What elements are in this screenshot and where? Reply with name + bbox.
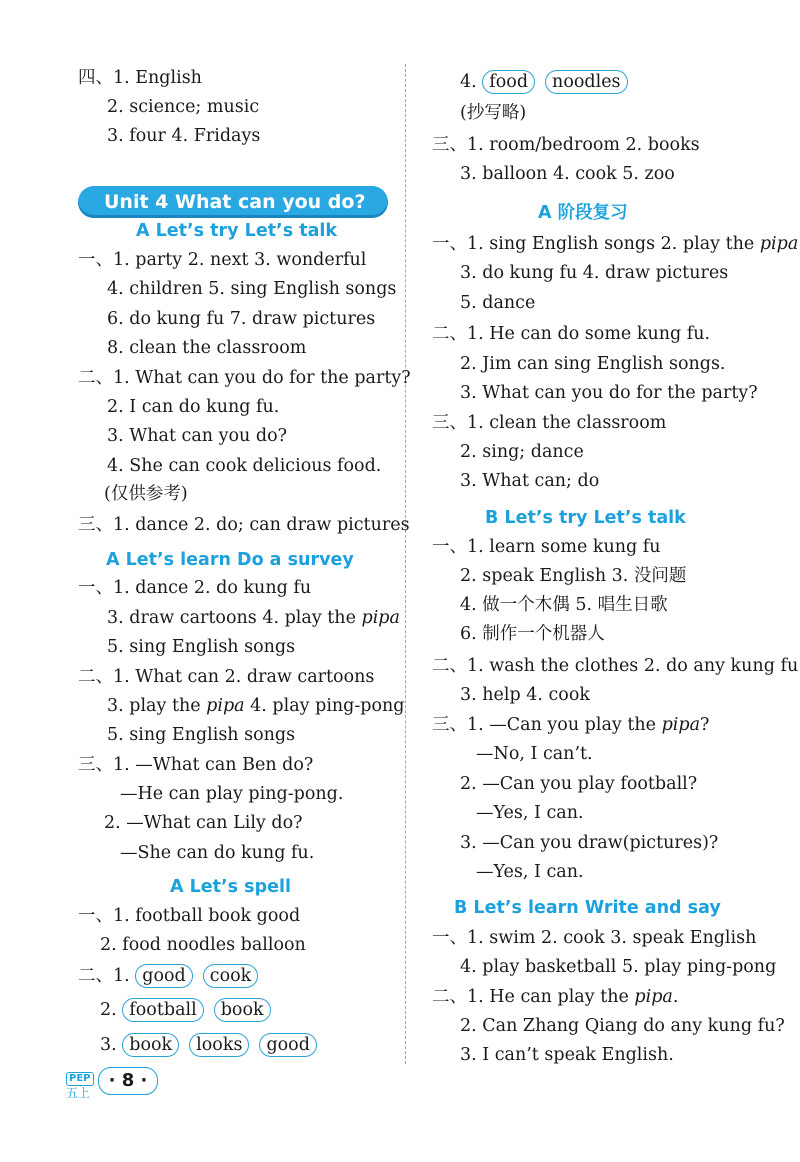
answer-line: 4. 做一个木偶 5. 唱生日歌 [460, 595, 668, 615]
answer-line: 2. football book [100, 998, 281, 1022]
answer-line: 3. play the pipa 4. play ping-pong [107, 696, 405, 716]
answer-line: 一、1. learn some kung fu [432, 537, 661, 557]
answer-line: —Yes, I can. [476, 803, 584, 823]
answer-line: 三、1. room/bedroom 2. books [432, 135, 700, 155]
section-heading: B Let’s try Let’s talk [485, 508, 686, 528]
answer-line: 一、1. football book good [78, 906, 301, 926]
answer-line: 6. do kung fu 7. draw pictures [107, 309, 376, 329]
answer-line: —No, I can’t. [476, 744, 593, 764]
circled-word: looks [189, 1033, 249, 1057]
answer-note: (仅供参考) [104, 484, 188, 504]
section-heading: A 阶段复习 [538, 203, 628, 223]
answer-line: 4. She can cook delicious food. [107, 456, 382, 476]
answer-line: 2. —What can Lily do? [104, 813, 303, 833]
answer-line: 5. dance [460, 293, 536, 313]
answer-line: 6. 制作一个机器人 [460, 624, 605, 644]
answer-line: 2. food noodles balloon [100, 935, 306, 955]
pep-label: PEP [66, 1072, 94, 1086]
answer-line: 5. sing English songs [107, 637, 296, 657]
circled-word: food [482, 70, 535, 94]
answer-line: 一、1. party 2. next 3. wonderful [78, 250, 367, 270]
answer-line: —She can do kung fu. [120, 843, 315, 863]
answer-line: 5. sing English songs [107, 725, 296, 745]
section-heading: A Let’s learn Do a survey [106, 550, 354, 570]
answer-line: 二、1. good cook [78, 964, 268, 988]
section-heading: A Let’s try Let’s talk [136, 221, 338, 241]
column-divider [405, 64, 406, 1064]
answer-line: 一、1. swim 2. cook 3. speak English [432, 928, 757, 948]
answer-line: 2. sing; dance [460, 442, 584, 462]
answer-line: 二、1. He can do some kung fu. [432, 324, 711, 344]
answer-line: —Yes, I can. [476, 862, 584, 882]
grade-label: 五上 [66, 1086, 91, 1100]
circled-word: football [122, 998, 203, 1022]
answer-line: 4. play basketball 5. play ping-pong [460, 957, 777, 977]
answer-line: 4. children 5. sing English songs [107, 279, 397, 299]
circled-word: book [122, 1033, 179, 1057]
answer-line: 四、1. English [78, 68, 202, 88]
answer-line: 3. book looks good [100, 1033, 327, 1057]
answer-line: 3. What can; do [460, 471, 600, 491]
answer-note: (抄写略) [460, 103, 527, 123]
edition-badge [66, 1066, 96, 1101]
circled-word: noodles [545, 70, 627, 94]
answer-line: 3. four 4. Fridays [107, 126, 261, 146]
answer-line: 2. Can Zhang Qiang do any kung fu? [460, 1016, 785, 1036]
answer-line: 三、1. clean the classroom [432, 413, 667, 433]
answer-line: 一、1. dance 2. do kung fu [78, 578, 312, 598]
answer-line: 2. —Can you play football? [460, 774, 698, 794]
answer-line: 二、1. What can you do for the party? [78, 368, 411, 388]
circled-word: good [135, 964, 192, 988]
answer-line: 二、1. He can play the pipa. [432, 987, 679, 1007]
answer-line: 3. I can’t speak English. [460, 1045, 674, 1065]
answer-line: 3. balloon 4. cook 5. zoo [460, 164, 675, 184]
answer-line: 3. draw cartoons 4. play the pipa [107, 608, 400, 628]
answer-line: 二、1. wash the clothes 2. do any kung fu [432, 656, 799, 676]
answer-line: 3. What can you do? [107, 426, 287, 446]
answer-line: 三、1. dance 2. do; can draw pictures [78, 515, 410, 535]
answer-line: 2. speak English 3. 没问题 [460, 566, 687, 586]
answer-line: 三、1. —Can you play the pipa? [432, 715, 710, 735]
section-heading: B Let’s learn Write and say [454, 898, 721, 918]
answer-line: 二、1. What can 2. draw cartoons [78, 667, 375, 687]
unit-title-banner: Unit 4 What can you do? [78, 186, 388, 218]
answer-line: 2. Jim can sing English songs. [460, 354, 726, 374]
answer-line: —He can play ping-pong. [120, 784, 344, 804]
circled-word: book [214, 998, 271, 1022]
answer-line: 一、1. sing English songs 2. play the pipa [432, 234, 799, 254]
answer-line: 三、1. —What can Ben do? [78, 755, 314, 775]
answer-line: 4. food noodles [460, 70, 638, 94]
answer-line: 2. I can do kung fu. [107, 397, 280, 417]
page-number: · 8 · [98, 1067, 158, 1095]
circled-word: good [259, 1033, 316, 1057]
answer-line: 3. What can you do for the party? [460, 383, 758, 403]
answer-line: 3. do kung fu 4. draw pictures [460, 263, 729, 283]
circled-word: cook [203, 964, 258, 988]
section-heading: A Let’s spell [170, 877, 291, 897]
answer-line: 3. help 4. cook [460, 685, 590, 705]
answer-line: 3. —Can you draw(pictures)? [460, 833, 719, 853]
answer-line: 8. clean the classroom [107, 338, 307, 358]
answer-line: 2. science; music [107, 97, 260, 117]
